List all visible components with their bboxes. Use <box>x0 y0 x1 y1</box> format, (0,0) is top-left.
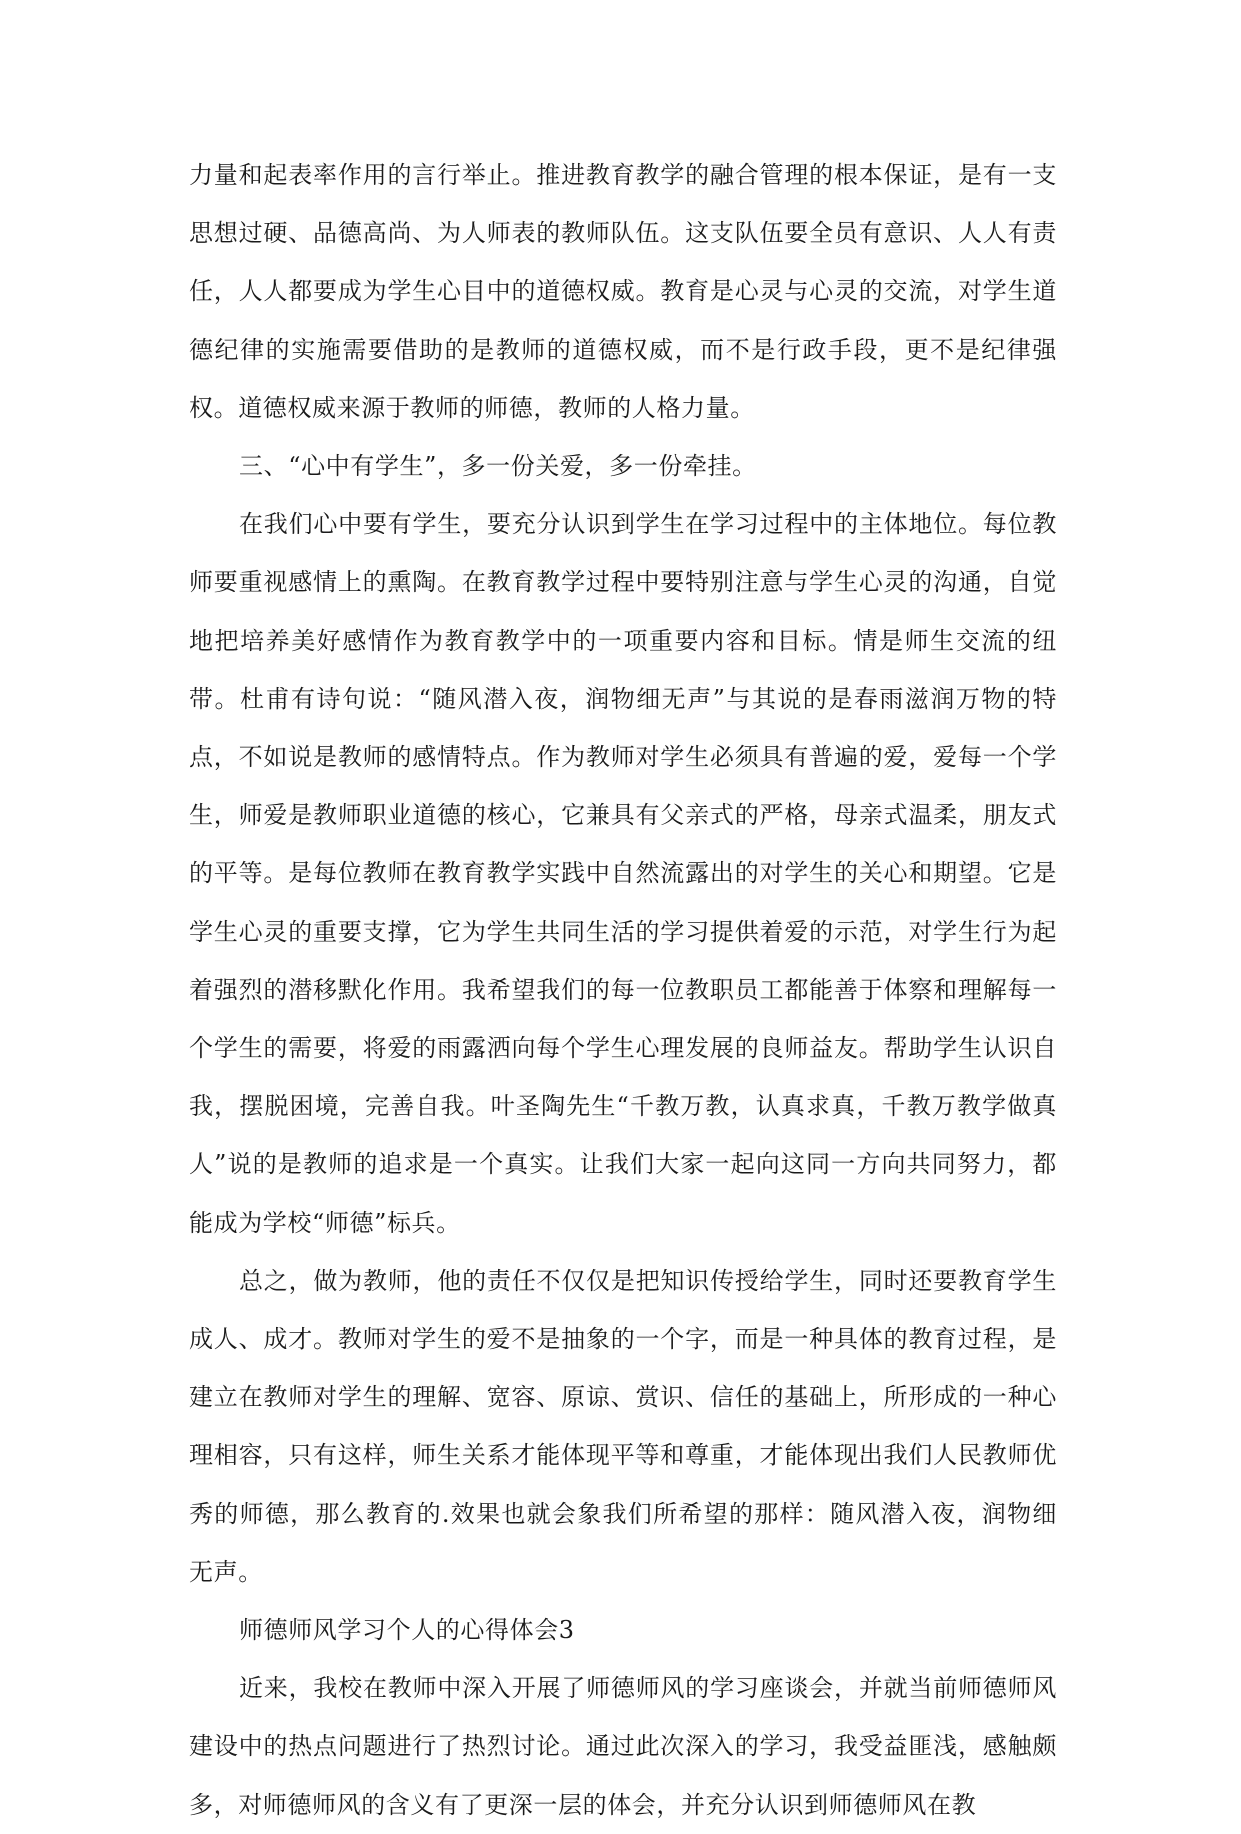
section-heading: 三、“心中有学生”，多一份关爱，多一份牵挂。 <box>239 452 757 481</box>
article-title: 师德师风学习个人的心得体会3 <box>239 1616 575 1645</box>
body-paragraph: 力量和起表率作用的言行举止。推进教育教学的融合管理的根本保证，是有一支思想过硬、品德高尚、为人师表的教师队伍。这支队伍要全员有意识、人人有责任，人人都要成为学生心目中的道德权威。教育是心灵与心灵的交流，对学生道德纪律的实施需要借助的是教师的道德权威，而不是行政手段，更不是纪律强权。道德权威来源于教师的师德，教师的人格力量。 <box>189 161 1057 422</box>
body-paragraph: 近来，我校在教师中深入开展了师德师风的学习座谈会，并就当前师德师风建设中的热点问题进行了热烈讨论。通过此次深入的学习，我受益匪浅，感触颇多，对师德师风的含义有了更深一层的体会，并充分认识到师德师风在教 <box>189 1674 1057 1819</box>
body-paragraph: 总之，做为教师，他的责任不仅仅是把知识传授给学生，同时还要教育学生成人、成才。教师对学生的爱不是抽象的一个字，而是一种具体的教育过程，是建立在教师对学生的理解、宽容、原谅、赏识、信任的基础上，所形成的一种心理相容，只有这样，师生关系才能体现平等和尊重，才能体现出我们人民教师优秀的师德，那么教育的.效果也就会象我们所希望的那样：随风潜入夜，润物细无声。 <box>189 1266 1057 1586</box>
document-body <box>189 146 1057 1834</box>
body-paragraph: 在我们心中要有学生，要充分认识到学生在学习过程中的主体地位。每位教师要重视感情上的熏陶。在教育教学过程中要特别注意与学生心灵的沟通，自觉地把培养美好感情作为教育教学中的一项重要内容和目标。情是师生交流的纽带。杜甫有诗句说：“随风潜入夜，润物细无声”与其说的是春雨滋润万物的特点，不如说是教师的感情特点。作为教师对学生必须具有普遍的爱，爱每一个学生，师爱是教师职业道德的核心，它兼具有父亲式的严格，母亲式温柔，朋友式的平等。是每位教师在教育教学实践中自然流露出的对学生的关心和期望。它是学生心灵的重要支撑，它为学生共同生活的学习提供着爱的示范，对学生行为起着强烈的潜移默化作用。我希望我们的每一位教职员工都能善于体察和理解每一个学生的需要，将爱的雨露洒向每个学生心理发展的良师益友。帮助学生认识自我，摆脱困境，完善自我。叶圣陶先生“千教万教，认真求真，千教万教学做真人”说的是教师的追求是一个真实。让我们大家一起向这同一方向共同努力，都能成为学校“师德”标兵。 <box>189 510 1057 1237</box>
